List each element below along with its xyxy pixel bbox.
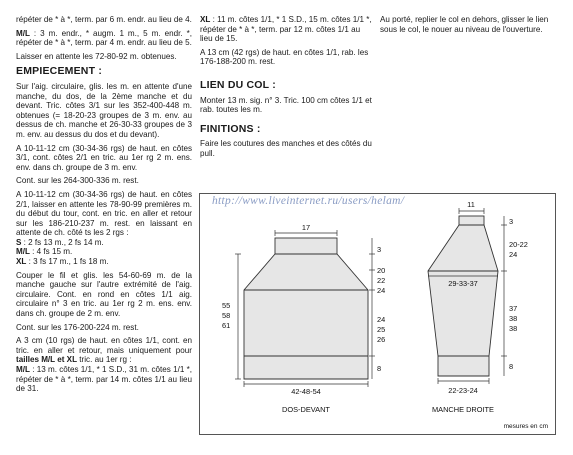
paragraph: A 10-11-12 cm (30-34-36 rgs) de haut. en côtes 3/1, cont. côtes 2/1 en tric. au 1er rg 2 m. ens. env. dans ch. groupe de 3 m. env. — [16, 143, 192, 172]
schematic-svg — [200, 194, 555, 434]
front-height-label: 61 — [222, 321, 231, 330]
text-column-2 — [200, 15, 372, 163]
front-caption: DOS-DEVANT — [282, 405, 330, 414]
paragraph: XL : 11 m. côtes 1/1, * 1 S.D., 15 m. côtes 1/1 *, répéter de * à *, term. par 12 m. côtes 1/1 au lieu de 15. — [200, 15, 372, 44]
pattern-schematic — [199, 193, 556, 435]
sleeve-length-label: 38 — [509, 314, 518, 323]
sleeve-caption: MANCHE DROITE — [431, 405, 495, 414]
paragraph: Monter 13 m. sig. n° 3. Tric. 100 cm côtes 1/1 et rab. toutes les m. — [200, 95, 372, 115]
sleeve-bottom-width-label: 22-23-24 — [448, 386, 478, 395]
sleeve-outline — [428, 225, 498, 376]
front-row-label: 24 — [377, 286, 386, 295]
front-row-label: 20 — [377, 266, 386, 275]
units-note: mesures en cm — [503, 423, 548, 430]
paragraph: A 13 cm (42 rgs) de haut. en côtes 1/1, rab. les 176-188-200 m. rest. — [200, 47, 369, 67]
paragraph: Couper le fil et glis. les 54-60-69 m. de la manche gauche sur l'autre extrémité de l'aig. circulaire. Cont. en rond en côtes 1/1 aig. circulaire n° 3 en tric. au 1er rg 2 m. ens. env. dans ch. groupe de 2 m. env. — [16, 270, 192, 319]
paragraph: Cont. sur les 264-300-336 m. rest. — [16, 176, 139, 186]
size-line-xl: XL : 3 fs 17 m., 1 fs 18 m. — [16, 257, 109, 267]
sleeve-row-label: 24 — [509, 250, 518, 259]
text-column-3 — [380, 15, 556, 38]
front-row-label: 26 — [377, 335, 386, 344]
front-height-label: 55 — [222, 301, 231, 310]
front-rib-label: 8 — [377, 364, 382, 373]
paragraph: A 3 cm (10 rgs) de haut. en côtes 1/1, cont. en tric. en aller et retour, mais uniquement pour tailles M/L et XL tric. au 1er rg : — [16, 336, 192, 365]
front-collar-label: 3 — [377, 245, 382, 254]
sleeve-cuff-label: 8 — [509, 362, 514, 371]
paragraph: M/L : 13 m. côtes 1/1, * 1 S.D., 31 m. côtes 1/1 *, répéter de * à *, term. par 14 m. côtes 1/1 au lieu de 31. — [16, 365, 192, 394]
sleeve-row-label: 20-22 — [509, 240, 528, 249]
sleeve-top-rib — [459, 216, 484, 225]
watermark-url: http://www.liveinternet.ru/users/helam/ — [212, 195, 405, 207]
front-height-label: 58 — [222, 311, 231, 320]
front-row-label: 22 — [377, 276, 386, 285]
paragraph: M/L : 3 m. endr., * augm. 1 m., 5 m. endr. *, répéter de * à *, term. par 4 m. endr. au lieu de 5. — [16, 28, 192, 48]
paragraph: Sur l'aig. circulaire, glis. les m. en attente d'une manche, du dos, de la 2ème manche et du devant. Tric. côtes 3/1 sur les 352-400-448 m. obtenues (= 18-20-23 groupes de 3 m. env. au dessus de ch. manche et 26-30-33 groupes de 3 m. env. au dessus du dos et du devant). — [16, 81, 192, 139]
sleeve-piece — [428, 216, 498, 376]
paragraph: Cont. sur les 176-200-224 m. rest. — [16, 322, 139, 332]
body-outline — [244, 254, 368, 379]
front-row-label: 24 — [377, 315, 386, 324]
body-collar-rib — [275, 238, 337, 254]
section-heading-empiecement: EMPIECEMENT : — [16, 65, 103, 78]
section-heading-lien: LIEN DU COL : — [200, 78, 276, 91]
paragraph: A 10-11-12 cm (30-34-36 rgs) de haut. en côtes 2/1, laisser en attente les 78-90-99 premières m. du début du tour, cont. en tric. en aller et retour sur les 186-210-237 m. rest. en laissant en attente de ch. côté ts les 2 rgs : — [16, 189, 192, 238]
section-heading-finitions: FINITIONS : — [200, 122, 261, 135]
sleeve-collar-label: 3 — [509, 217, 514, 226]
sleeve-length-label: 38 — [509, 324, 518, 333]
paragraph: répéter de * à *, term. par 6 m. endr. au lieu de 4. — [16, 15, 192, 24]
size-line-s: S : 2 fs 13 m., 2 fs 14 m. — [16, 237, 104, 247]
front-width-label: 42-48-54 — [291, 387, 321, 396]
paragraph: Faire les coutures des manches et des côtés du pull. — [200, 139, 372, 158]
front-top-width-label: 17 — [301, 223, 311, 232]
sleeve-top-label: 11 — [467, 200, 475, 209]
paragraph: Au porté, replier le col en dehors, glisser le lien sous le col, le nouer au niveau de l'ouverture. — [380, 15, 549, 34]
text-column-1 — [16, 15, 192, 398]
paragraph: Laisser en attente les 72-80-92 m. obtenues. — [16, 51, 177, 61]
body-piece — [244, 238, 368, 379]
sleeve-length-label: 37 — [509, 304, 518, 313]
sleeve-upper-width-label: 29-33-37 — [448, 279, 478, 288]
size-line-ml: M/L : 4 fs 15 m. — [16, 247, 73, 257]
front-row-label: 25 — [377, 325, 386, 334]
